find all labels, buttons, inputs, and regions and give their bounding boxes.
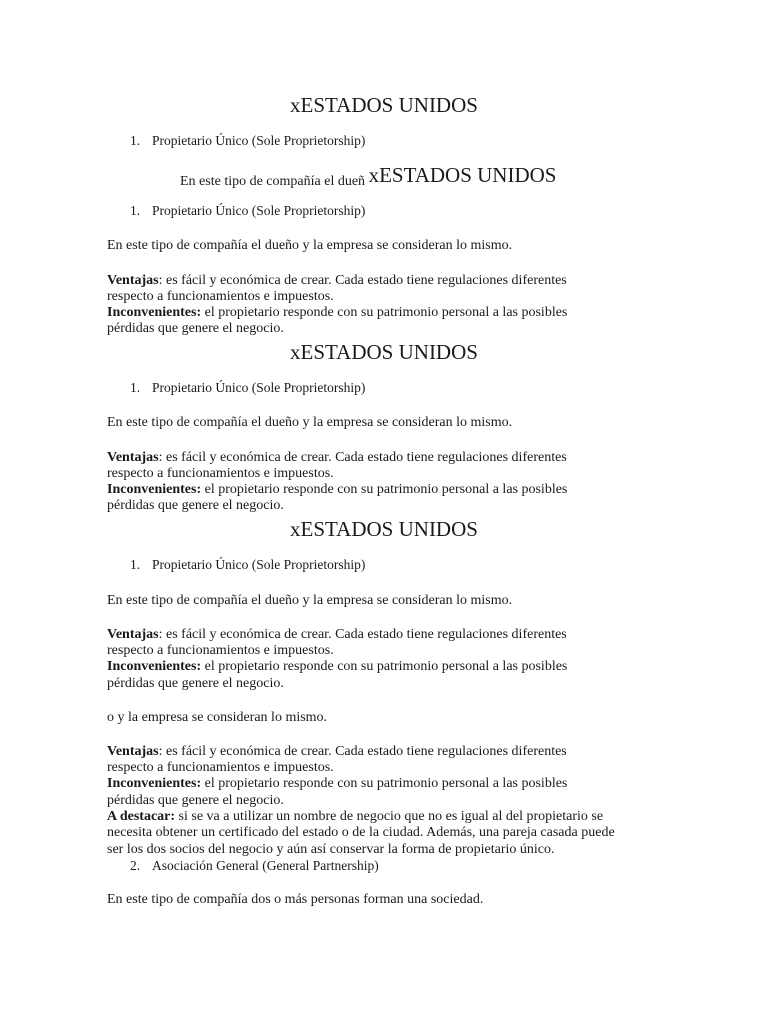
list-item [130, 203, 365, 219]
list-number: 1. [130, 557, 141, 572]
ventajas-line-2: respecto a funcionamientos e impuestos. [107, 643, 334, 658]
destacar-line-3: ser los dos socios del negocio y aún así conservar la forma de propietario único. [107, 842, 555, 857]
ventajas-line-2: respecto a funcionamientos e impuestos. [107, 289, 334, 304]
ventajas-text: : es fácil y económica de crear. Cada estado tiene regulaciones diferentes [158, 744, 567, 759]
list-item [130, 380, 365, 396]
destacar-line-2: necesita obtener un certificado del estado o de la ciudad. Además, una pareja casada puede [107, 825, 615, 840]
ventajas-text: : es fácil y económica de crear. Cada estado tiene regulaciones diferentes [158, 273, 567, 288]
inconvenientes-line-2: pérdidas que genere el negocio. [107, 321, 284, 336]
ventajas-label: Ventajas [107, 627, 159, 642]
ventajas-label: Ventajas [107, 273, 159, 288]
inconvenientes-line [107, 659, 567, 675]
list-item [130, 858, 379, 874]
ventajas-line [107, 273, 567, 289]
ventajas-label: Ventajas [107, 744, 159, 759]
inconvenientes-text: el propietario responde con su patrimonio personal a las posibles [201, 776, 568, 791]
list-item-label: Propietario Único (Sole Proprietorship) [152, 133, 366, 148]
list-item-label: Propietario Único (Sole Proprietorship) [152, 380, 366, 395]
inconvenientes-text: el propietario responde con su patrimonio personal a las posibles [201, 305, 568, 320]
inconvenientes-text: el propietario responde con su patrimonio personal a las posibles [201, 482, 568, 497]
list-item-label: Propietario Único (Sole Proprietorship) [152, 557, 366, 572]
inconvenientes-line [107, 305, 567, 321]
paragraph: En este tipo de compañía el dueño y la empresa se consideran lo mismo. [107, 415, 513, 430]
ventajas-line [107, 744, 567, 760]
overlapped-line [180, 163, 556, 188]
destacar-text: si se va a utilizar un nombre de negocio que no es igual al del propietario se [175, 809, 604, 824]
inconvenientes-line [107, 482, 567, 498]
paragraph: En este tipo de compañía dos o más personas forman una sociedad. [107, 892, 484, 907]
destacar-line [107, 809, 603, 825]
ventajas-line-2: respecto a funcionamientos e impuestos. [107, 466, 334, 481]
heading: xESTADOS UNIDOS [290, 93, 478, 117]
ventajas-line [107, 450, 567, 466]
list-item [130, 133, 365, 149]
paragraph: En este tipo de compañía el dueño y la empresa se consideran lo mismo. [107, 238, 513, 253]
inconvenientes-label: Inconvenientes: [107, 305, 202, 320]
list-item-label: Propietario Único (Sole Proprietorship) [152, 203, 366, 218]
paragraph-fragment: En este tipo de compañía el dueñ [180, 174, 366, 189]
ventajas-label: Ventajas [107, 450, 159, 465]
inconvenientes-label: Inconvenientes: [107, 776, 202, 791]
inconvenientes-line-2: pérdidas que genere el negocio. [107, 498, 284, 513]
inconvenientes-line-2: pérdidas que genere el negocio. [107, 676, 284, 691]
list-number: 1. [130, 203, 141, 218]
destacar-label: A destacar: [107, 809, 176, 824]
paragraph-tail: o y la empresa se consideran lo mismo. [107, 710, 328, 725]
list-number: 1. [130, 133, 141, 148]
paragraph: En este tipo de compañía el dueño y la empresa se consideran lo mismo. [107, 593, 513, 608]
list-item [130, 557, 365, 573]
inconvenientes-line-2: pérdidas que genere el negocio. [107, 793, 284, 808]
inconvenientes-label: Inconvenientes: [107, 482, 202, 497]
inconvenientes-text: el propietario responde con su patrimonio personal a las posibles [201, 659, 568, 674]
ventajas-line-2: respecto a funcionamientos e impuestos. [107, 760, 334, 775]
heading: xESTADOS UNIDOS [290, 517, 478, 541]
heading: xESTADOS UNIDOS [368, 163, 557, 187]
ventajas-text: : es fácil y económica de crear. Cada estado tiene regulaciones diferentes [158, 450, 567, 465]
heading: xESTADOS UNIDOS [290, 340, 478, 364]
ventajas-text: : es fácil y económica de crear. Cada estado tiene regulaciones diferentes [158, 627, 567, 642]
ventajas-line [107, 627, 567, 643]
list-number: 1. [130, 380, 141, 395]
list-item-label: Asociación General (General Partnership) [152, 858, 379, 873]
list-number: 2. [130, 858, 141, 873]
inconvenientes-line [107, 776, 567, 792]
inconvenientes-label: Inconvenientes: [107, 659, 202, 674]
